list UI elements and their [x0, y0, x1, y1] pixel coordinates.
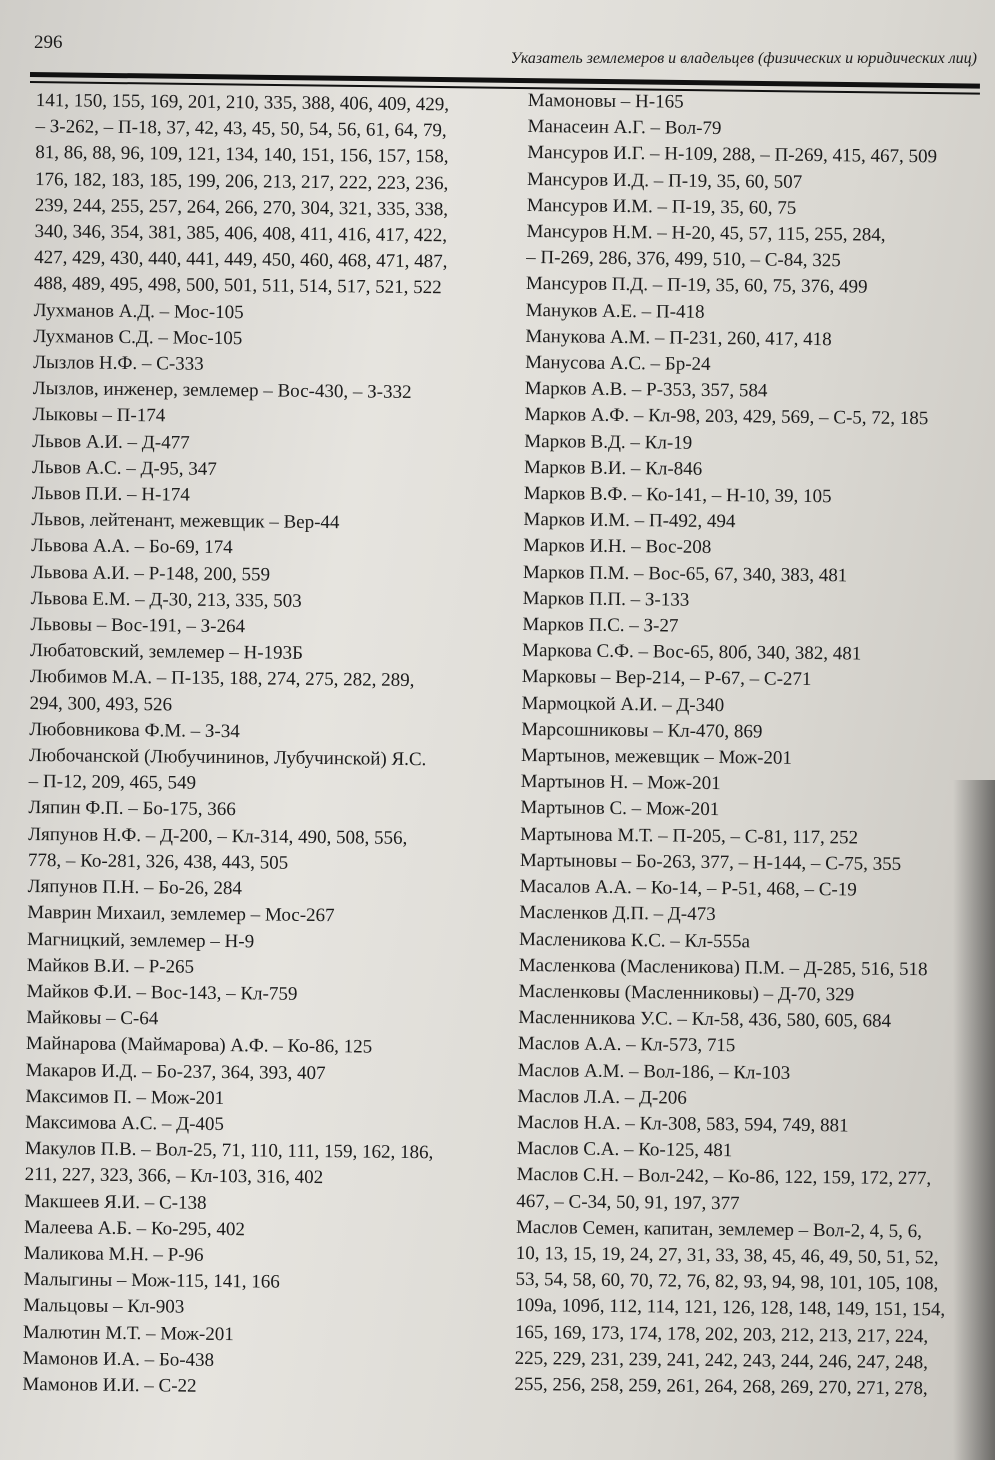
index-entry-line: Малютин М.Т. – Мож-201 — [22, 1321, 234, 1345]
index-entry-line: Львов А.И. – Д-477 — [32, 430, 190, 454]
index-entry-line: 53, 54, 58, 60, 70, 72, 76, 82, 93, 94, 98, 101, 105, 108, — [515, 1269, 939, 1295]
index-entry-line: Любатовский, землемер – Н-193Б — [29, 640, 304, 665]
index-column-right — [514, 88, 978, 1403]
index-entry-line: Мансуров Н.М. – Н-20, 45, 57, 115, 255, 284, — [526, 221, 886, 246]
index-entry-line: Львова Е.М. – Д-30, 213, 335, 503 — [30, 587, 302, 612]
index-entry-line: Марковы – Вер-214, – Р-67, – С-271 — [521, 666, 812, 691]
index-entry-line: Маврин Михаил, землемер – Мос-267 — [27, 902, 335, 927]
index-entry-line: Марков В.Д. – Кл-19 — [524, 430, 693, 454]
index-entry-line: Ляпин Ф.П. – Бо-175, 366 — [28, 797, 236, 821]
index-entry-line: Манукова А.М. – П-231, 260, 417, 418 — [525, 325, 832, 351]
index-entry-line: Мартынов Н. – Мож-201 — [520, 771, 721, 795]
index-entry-line: 255, 256, 258, 259, 261, 264, 268, 269, 270, 271, 278, — [514, 1373, 928, 1400]
index-entry-line: Мамонов И.И. – С-22 — [22, 1373, 197, 1397]
index-entry-line: Марков И.М. – П-492, 494 — [523, 509, 736, 533]
index-entry-line: Маслов А.М. – Вол-186, – Кл-103 — [517, 1059, 791, 1084]
index-entry-line: 109а, 109б, 112, 114, 121, 126, 128, 148, 149, 151, 154, — [515, 1295, 946, 1321]
index-entry-line: Майков Ф.И. – Вос-143, – Кл-759 — [26, 980, 298, 1005]
index-entry-line: 778, – Ко-281, 326, 438, 443, 505 — [27, 849, 289, 874]
index-entry-line: Майнарова (Маймарова) А.Ф. – Ко-86, 125 — [25, 1033, 373, 1058]
index-entry-line: 10, 13, 15, 19, 24, 27, 31, 33, 38, 45, 46, 49, 50, 51, 52, — [515, 1242, 939, 1269]
index-entry-line: Маслов С.Н. – Вол-242, – Ко-86, 122, 159, 172, 277, — [516, 1164, 932, 1190]
index-entry-line: Марков В.И. – Кл-846 — [523, 456, 703, 480]
page-number: 296 — [34, 32, 63, 53]
index-entry-line: Марков П.М. – Вос-65, 67, 340, 383, 481 — [522, 561, 848, 587]
index-entry-line: Маслов Н.А. – Кл-308, 583, 594, 749, 881 — [517, 1111, 849, 1137]
index-entry-line: Марсошниковы – Кл-470, 869 — [521, 718, 763, 743]
index-entry-line: Макулов П.В. – Вол-25, 71, 110, 111, 159, 162, 186, — [24, 1138, 434, 1164]
index-entry-line: Масленникова У.С. – Кл-58, 436, 580, 605, 684 — [518, 1007, 892, 1032]
index-entry-line: Мансуров П.Д. – П-19, 35, 60, 75, 376, 499 — [525, 273, 868, 298]
page-edge-shadow — [953, 780, 995, 1460]
index-entry-line: 211, 227, 323, 366, – Кл-103, 316, 402 — [24, 1164, 324, 1189]
index-entry-line: – З-262, – П-18, 37, 42, 43, 45, 50, 54, 56, 61, 64, 79, — [35, 116, 447, 142]
index-entry-line: Маслов С.А. – Ко-125, 481 — [516, 1138, 733, 1162]
index-entry-line: Марков А.В. – Р-353, 357, 584 — [524, 378, 768, 402]
index-entry-line: Масленикова К.С. – Кл-555а — [518, 928, 751, 952]
index-entry-line: Масалов А.А. – Ко-14, – Р-51, 468, – С-19 — [519, 876, 857, 901]
index-entry-line: Манусова А.С. – Бр-24 — [525, 352, 711, 375]
index-entry-line: Ляпунов П.Н. – Бо-26, 284 — [27, 876, 243, 900]
index-entry-line: Маркова С.Ф. – Вос-65, 80б, 340, 382, 481 — [521, 640, 862, 665]
index-entry-line: Львовы – Вос-191, – З-264 — [30, 614, 246, 638]
index-entry-line: Лыковы – П-174 — [32, 404, 166, 427]
index-entry-line: 141, 150, 155, 169, 201, 210, 335, 388, 406, 409, 429, — [35, 89, 450, 116]
index-entry-line: Малеева А.Б. – Ко-295, 402 — [23, 1216, 246, 1240]
index-entry-line: Мануков А.Е. – П-418 — [525, 299, 705, 323]
index-entry-line: Мартынова М.Т. – П-205, – С-81, 117, 252 — [520, 823, 859, 849]
index-entry-line: Львов П.И. – Н-174 — [31, 483, 190, 506]
index-entry-line: Малыгины – Мож-115, 141, 166 — [23, 1269, 280, 1293]
index-entry-line: Манасеин А.Г. – Вол-79 — [527, 116, 722, 140]
index-entry-line: Майков В.И. – Р-265 — [26, 954, 195, 978]
index-entry-line: Мармоцкой А.И. – Д-340 — [521, 692, 725, 716]
index-entry-line: 239, 244, 255, 257, 264, 266, 270, 304, 321, 335, 338, — [34, 194, 449, 221]
index-entry-line: Любочанской (Любучининов, Лубучинской) Я.С. — [28, 745, 427, 771]
index-entry-line: Маликова М.Н. – Р-96 — [23, 1242, 204, 1266]
index-entry-line: Львова А.И. – Р-148, 200, 559 — [30, 561, 271, 586]
index-entry-line: Лухманов А.Д. – Мос-105 — [33, 299, 244, 323]
index-entry-line: Любимов М.А. – П-135, 188, 274, 275, 282, 289, — [29, 666, 415, 692]
index-column-left — [22, 88, 496, 1403]
index-entry-line: Максимов П. – Мож-201 — [25, 1085, 225, 1109]
index-entry-line: Лухманов С.Д. – Мос-105 — [33, 325, 243, 350]
index-entry-line: Мансуров И.Г. – Н-109, 288, – П-269, 415, 467, 509 — [527, 142, 938, 168]
index-entry-line: Мартынов, межевщик – Мож-201 — [520, 745, 793, 769]
index-entry-line: Мартынов С. – Мож-201 — [520, 797, 720, 821]
index-entry-line: Львов, лейтенант, межевщик – Вер-44 — [31, 509, 340, 534]
index-entry-line: Мансуров И.Д. – П-19, 35, 60, 507 — [526, 168, 803, 193]
index-entry-line: Маслов А.А. – Кл-573, 715 — [517, 1033, 736, 1057]
index-entry-line: Маслов Семен, капитан, землемер – Вол-2, 4, 5, 6, — [515, 1216, 923, 1242]
index-entry-line: Масленковы (Масленниковы) – Д-70, 329 — [518, 980, 855, 1006]
index-entry-line: Любовникова Ф.М. – З-34 — [29, 718, 240, 743]
index-entry-line: Майковы – С-64 — [26, 1007, 159, 1030]
index-entry-line: 488, 489, 495, 498, 500, 501, 511, 514, 517, 521, 522 — [33, 273, 442, 299]
index-entry-line: Мартыновы – Бо-263, 377, – Н-144, – С-75, 355 — [519, 849, 902, 875]
index-entry-line: 467, – С-34, 50, 91, 197, 377 — [516, 1190, 740, 1214]
index-entry-line: – П-12, 209, 465, 549 — [28, 771, 197, 794]
index-entry-line: Масленков Д.П. – Д-473 — [519, 902, 716, 926]
index-entry-line: Марков И.Н. – Вос-208 — [523, 535, 712, 559]
index-entry-line: Марков П.С. – З-27 — [522, 614, 679, 637]
index-entry-line: Магницкий, землемер – Н-9 — [26, 928, 255, 952]
index-entry-line: Марков П.П. – З-133 — [522, 587, 690, 611]
index-entry-line: Мамоновы – Н-165 — [527, 89, 684, 113]
index-entry-line: Лызлов, инженер, землемер – Вос-430, – З-332 — [32, 378, 412, 404]
index-entry-line: 427, 429, 430, 440, 441, 449, 450, 460, 468, 471, 487, — [34, 247, 448, 273]
running-head: Указатель землемеров и владельцев (физических и юридических лиц) — [510, 50, 977, 67]
index-entry-line: Львова А.А. – Бо-69, 174 — [31, 535, 233, 559]
index-entry-line: Мамонов И.А. – Бо-438 — [22, 1347, 215, 1371]
index-entry-line: 225, 229, 231, 239, 241, 242, 243, 244, 246, 247, 248, — [514, 1347, 929, 1374]
index-entry-line: Львов А.С. – Д-95, 347 — [31, 456, 217, 480]
index-entry-line: Маслов Л.А. – Д-206 — [517, 1085, 687, 1109]
index-entry-line: Мансуров И.М. – П-19, 35, 60, 75 — [526, 194, 797, 219]
index-entry-line: Масленкова (Масленикова) П.М. – Д-285, 516, 518 — [518, 954, 928, 980]
index-entry-line: 340, 346, 354, 381, 385, 406, 408, 411, 416, 417, 422, — [34, 221, 448, 247]
index-entry-line: 81, 86, 88, 96, 109, 121, 134, 140, 151, 156, 157, 158, — [35, 142, 449, 168]
index-entry-line: Ляпунов Н.Ф. – Д-200, – Кл-314, 490, 508, 556, — [28, 823, 408, 849]
index-entry-line: 165, 169, 173, 174, 178, 202, 203, 212, 213, 217, 224, — [514, 1321, 929, 1347]
index-entry-line: Марков А.Ф. – Кл-98, 203, 429, 569, – С-5, 72, 185 — [524, 404, 929, 430]
index-entry-line: Макаров И.Д. – Бо-237, 364, 393, 407 — [25, 1059, 326, 1084]
index-entry-line: Мальцовы – Кл-903 — [23, 1295, 185, 1318]
index-entry-line: Марков В.Ф. – Ко-141, – Н-10, 39, 105 — [523, 483, 832, 508]
index-entry-line: – П-269, 286, 376, 499, 510, – С-84, 325 — [526, 247, 841, 272]
index-entry-line: Максимова А.С. – Д-405 — [25, 1111, 225, 1135]
index-entry-line: 176, 182, 183, 185, 199, 206, 213, 217, 222, 223, 236, — [34, 168, 449, 194]
index-entry-line: Лызлов Н.Ф. – С-333 — [33, 352, 204, 375]
index-entry-line: 294, 300, 493, 526 — [29, 692, 173, 716]
index-entry-line: Макшеев Я.И. – С-138 — [24, 1190, 207, 1214]
